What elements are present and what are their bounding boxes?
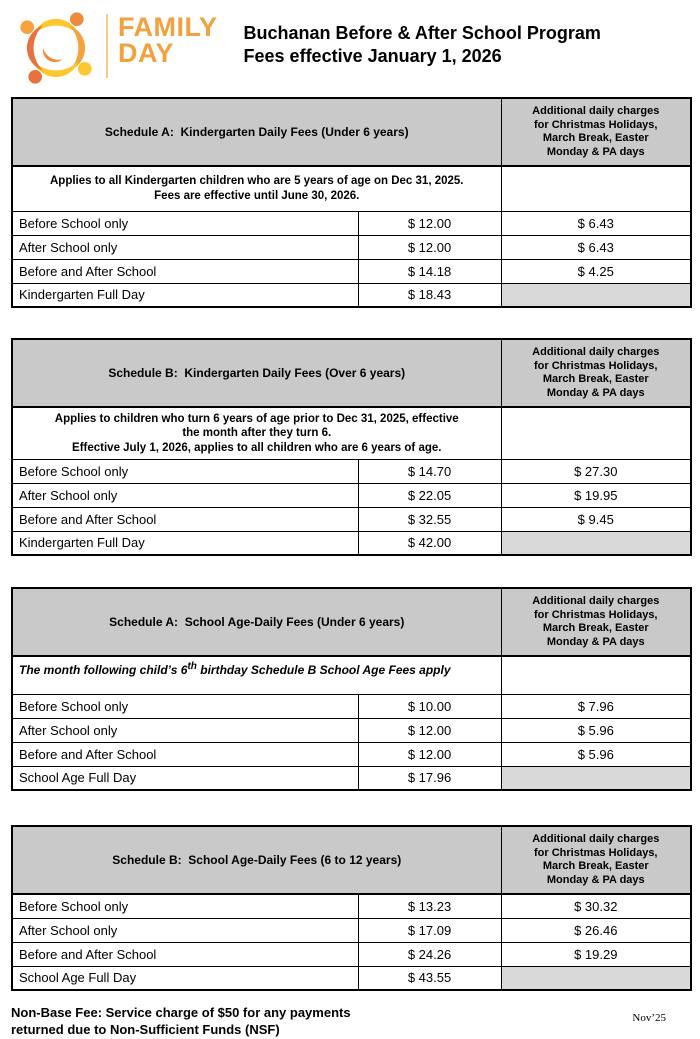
- additional-header-line: March Break, Easter: [542, 860, 649, 872]
- fee-table-schedule-b-school-age: [11, 825, 692, 991]
- spacer: [0, 556, 700, 587]
- table-row: [12, 894, 691, 918]
- table-row: [12, 211, 691, 235]
- fee-label: Before and After School: [12, 942, 358, 966]
- additional-header-line: Monday & PA days: [546, 873, 645, 886]
- additional-header-line: Additional daily charges: [532, 833, 660, 845]
- additional-fee-value: $ 19.29: [501, 942, 691, 966]
- schedule-title: Schedule A: Kindergarten Daily Fees (Under 6 years): [12, 98, 501, 166]
- table-row: [12, 718, 691, 742]
- schedule-title: Schedule B: Kindergarten Daily Fees (Over 6 years): [12, 339, 501, 407]
- fee-table-schedule-b-kindergarten: [11, 338, 692, 556]
- fee-label: Before and After School: [12, 742, 358, 766]
- additional-charges-header: [501, 339, 691, 407]
- fee-label: Before School only: [12, 459, 358, 483]
- fee-value: $ 14.18: [358, 259, 501, 283]
- fee-value: $ 12.00: [358, 211, 501, 235]
- fee-value: $ 17.96: [358, 766, 501, 790]
- additional-fee-value: $ 27.30: [501, 459, 691, 483]
- additional-header-line: March Break, Easter: [542, 373, 649, 385]
- note-line: the month after they turn 6.: [182, 427, 332, 439]
- fee-value: $ 18.43: [358, 283, 501, 307]
- additional-charges-header: [501, 588, 691, 656]
- fee-label: School Age Full Day: [12, 966, 358, 990]
- fee-label: After School only: [12, 918, 358, 942]
- fee-label: Before School only: [12, 894, 358, 918]
- logo-divider: [106, 14, 108, 78]
- additional-charges-header: [501, 98, 691, 166]
- fee-value: $ 10.00: [358, 694, 501, 718]
- logo-word-family: FAMILY: [118, 12, 218, 42]
- note-superscript: th: [187, 661, 197, 672]
- fee-value: $ 12.00: [358, 742, 501, 766]
- fee-label: Before School only: [12, 211, 358, 235]
- additional-fee-value: $ 26.46: [501, 918, 691, 942]
- table-row: [12, 235, 691, 259]
- schedule-title: Schedule A: School Age-Daily Fees (Under 6 years): [12, 588, 501, 656]
- fee-value: $ 43.55: [358, 966, 501, 990]
- additional-fee-empty: [501, 283, 691, 307]
- note-line: Applies to children who turn 6 years of age prior to Dec 31, 2025, effective: [54, 412, 459, 425]
- table-row: [12, 283, 691, 307]
- spacer: [0, 308, 700, 338]
- fee-table-schedule-a-school-age: [11, 587, 692, 791]
- note-line: Effective July 1, 2026, applies to all children who are 6 years of age.: [72, 441, 442, 454]
- table-note: [12, 656, 501, 694]
- fee-label: Kindergarten Full Day: [12, 531, 358, 555]
- note-line: Fees are effective until June 30, 2026.: [154, 189, 360, 202]
- table-note: [12, 407, 501, 459]
- fee-label: After School only: [12, 718, 358, 742]
- additional-fee-empty: [501, 966, 691, 990]
- fee-label: Before and After School: [12, 259, 358, 283]
- additional-fee-value: $ 19.95: [501, 483, 691, 507]
- fee-label: After School only: [12, 235, 358, 259]
- revision-date: Nov’25: [632, 1012, 666, 1024]
- table-row: [12, 507, 691, 531]
- table-note-row: [12, 407, 691, 459]
- table-row: [12, 742, 691, 766]
- fee-value: $ 32.55: [358, 507, 501, 531]
- fee-value: $ 14.70: [358, 459, 501, 483]
- table-header-row: [12, 826, 691, 894]
- additional-fee-value: $ 5.96: [501, 742, 691, 766]
- additional-fee-empty: [501, 531, 691, 555]
- table-row: [12, 459, 691, 483]
- table-row: [12, 942, 691, 966]
- empty-cell: [501, 166, 691, 211]
- fee-value: $ 12.00: [358, 718, 501, 742]
- table-note-row: [12, 166, 691, 211]
- table-header-row: [12, 339, 691, 407]
- table-row: [12, 694, 691, 718]
- additional-header-line: Monday & PA days: [546, 145, 645, 158]
- logo-word-day: DAY: [118, 38, 175, 68]
- logo-wordmark: [118, 14, 218, 66]
- fee-label: After School only: [12, 483, 358, 507]
- fee-value: $ 12.00: [358, 235, 501, 259]
- empty-cell: [501, 407, 691, 459]
- additional-header-line: Additional daily charges: [532, 105, 660, 117]
- table-row: [12, 531, 691, 555]
- table-header-row: [12, 588, 691, 656]
- note-part: birthday Schedule B School Age Fees apply: [196, 663, 451, 677]
- page-title: [244, 22, 601, 68]
- table-note: [12, 166, 501, 211]
- additional-header-line: for Christmas Holidays,: [534, 608, 658, 621]
- fee-value: $ 17.09: [358, 918, 501, 942]
- table-row: [12, 766, 691, 790]
- page-title-line1: Buchanan Before & After School Program: [243, 23, 601, 43]
- family-day-logo-icon: [14, 8, 98, 88]
- nsf-note: [11, 1004, 351, 1038]
- fee-label: School Age Full Day: [12, 766, 358, 790]
- additional-header-line: for Christmas Holidays,: [534, 118, 658, 131]
- additional-fee-value: $ 9.45: [501, 507, 691, 531]
- nsf-note-line1: Non-Base Fee: Service charge of $50 for any payments: [11, 1005, 351, 1020]
- additional-header-line: March Break, Easter: [542, 132, 649, 144]
- note-part: The month following child’s 6: [19, 663, 188, 677]
- table-note-row: [12, 656, 691, 694]
- fee-label: Kindergarten Full Day: [12, 283, 358, 307]
- additional-header-line: Monday & PA days: [546, 635, 645, 648]
- table-row: [12, 259, 691, 283]
- page-footer: [11, 1004, 700, 1038]
- additional-fee-value: $ 5.96: [501, 718, 691, 742]
- additional-header-line: Additional daily charges: [532, 595, 660, 607]
- additional-header-line: for Christmas Holidays,: [534, 846, 658, 859]
- page-header: [0, 0, 700, 97]
- fee-label: Before School only: [12, 694, 358, 718]
- page-title-line2: Fees effective January 1, 2026: [243, 46, 502, 66]
- additional-fee-value: $ 6.43: [501, 235, 691, 259]
- nsf-note-line2: returned due to Non-Sufficient Funds (NSF): [11, 1022, 280, 1037]
- fee-value: $ 42.00: [358, 531, 501, 555]
- schedule-title: Schedule B: School Age-Daily Fees (6 to 12 years): [12, 826, 501, 894]
- additional-fee-value: $ 30.32: [501, 894, 691, 918]
- additional-header-line: Additional daily charges: [532, 346, 660, 358]
- additional-fee-empty: [501, 766, 691, 790]
- table-row: [12, 483, 691, 507]
- additional-fee-value: $ 6.43: [501, 211, 691, 235]
- fee-table-schedule-a-kindergarten: [11, 97, 692, 308]
- fee-value: $ 24.26: [358, 942, 501, 966]
- additional-charges-header: [501, 826, 691, 894]
- table-header-row: [12, 98, 691, 166]
- spacer: [0, 791, 700, 825]
- table-row: [12, 918, 691, 942]
- fee-label: Before and After School: [12, 507, 358, 531]
- note-text: [19, 660, 451, 678]
- table-row: [12, 966, 691, 990]
- additional-fee-value: $ 4.25: [501, 259, 691, 283]
- additional-header-line: for Christmas Holidays,: [534, 359, 658, 372]
- fee-value: $ 22.05: [358, 483, 501, 507]
- additional-header-line: Monday & PA days: [546, 386, 645, 399]
- fee-value: $ 13.23: [358, 894, 501, 918]
- additional-fee-value: $ 7.96: [501, 694, 691, 718]
- empty-cell: [501, 656, 691, 694]
- note-line: Applies to all Kindergarten children who are 5 years of age on Dec 31, 2025.: [49, 175, 464, 188]
- additional-header-line: March Break, Easter: [542, 622, 649, 634]
